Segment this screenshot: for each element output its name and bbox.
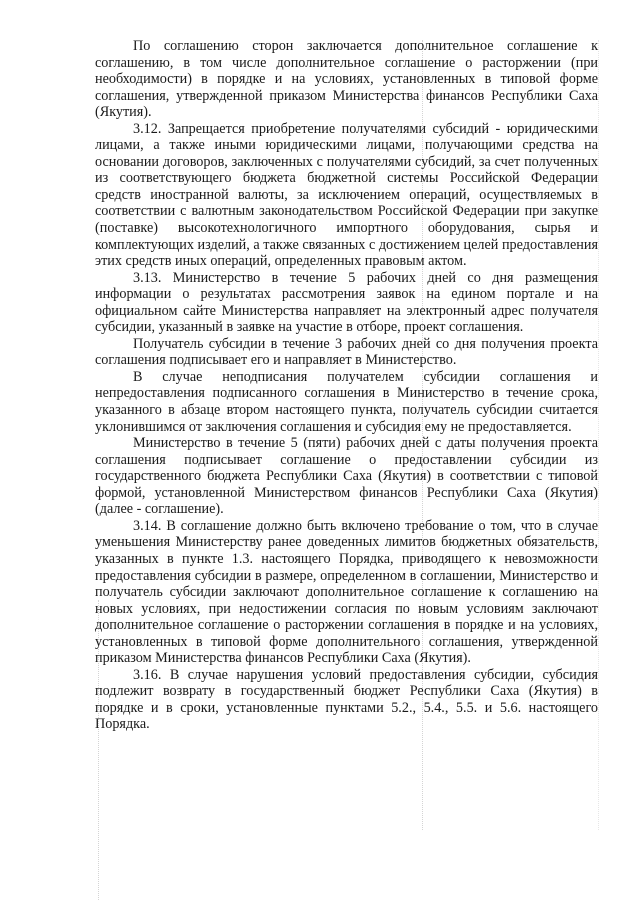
- document-body: [95, 38, 598, 733]
- scan-artifact-line: [598, 40, 599, 830]
- paragraph-3-14: 3.14. В соглашение должно быть включено требование о том, что в случае уменьшения Министерству ранее доведенных лимитов бюджетных обязательств, указанных в пункте 1.3. настоящего Порядка, приводящего к невозможности предоставления субсидии в размере, определенном в соглашении, Министерство и получатель субсидии заключают дополнительное соглашение к соглашению на новых условиях, при недостижении согласия по новым условиям заключают дополнительное соглашение о расторжении соглашения в порядке и на условиях, установленных в типовой форме дополнительного соглашения, утвержденной приказом Министерства финансов Республики Саха (Якутия).: [95, 517, 598, 667]
- paragraph-3-12: 3.12. Запрещается приобретение получателями субсидий - юридическими лицами, а также иными юридическими лицами, получающими средства на основании договоров, заключенных с получателями субсидий, за счет полученных из соответствующего бюджета бюджетной системы Российской Федерации средств иностранной валюты, за исключением операций, осуществляемых в соответствии с валютным законодательством Российской Федерации при закупке (поставке) высокотехнологичного импортного оборудования, сырья и комплектующих изделий, а также связанных с достижением целей предоставления этих средств иных операций, определенных правовым актом.: [95, 120, 598, 270]
- paragraph-3-16: 3.16. В случае нарушения условий предоставления субсидии, субсидия подлежит возврату в государственный бюджет Республики Саха (Якутия) в порядке и в сроки, установленные пунктами 5.2., 5.4., 5.5. и 5.6. настоящего Порядка.: [95, 666, 598, 733]
- paragraph-additional-agreement: По соглашению сторон заключается дополнительное соглашение к соглашению, в том числе дополнительное соглашение о расторжении (при необходимости) в порядке и на условиях, установленных в типовой форме соглашения, утвержденной приказом Министерства финансов Республики Саха (Якутия).: [95, 38, 598, 121]
- paragraph-3-13: 3.13. Министерство в течение 5 рабочих дней со дня размещения информации о результатах рассмотрения заявок на едином портале и на официальном сайте Министерства направляет на электронный адрес получателя субсидии, указанный в заявке на участие в отборе, проект соглашения.: [95, 269, 598, 336]
- paragraph-ministry-signs: Министерство в течение 5 (пяти) рабочих дней с даты получения проекта соглашения подписывает соглашение о предоставлении субсидии из государственного бюджета Республики Саха (Якутия) в соответствии с типовой формой, установленной Министерством финансов Республики Саха (Якутия) (далее - соглашение).: [95, 435, 598, 518]
- paragraph-recipient-signs: Получатель субсидии в течение 3 рабочих дней со дня получения проекта соглашения подписывает его и направляет в Министерство.: [95, 335, 598, 369]
- paragraph-non-signing: В случае неподписания получателем субсидии соглашения и непредоставления подписанного соглашения в Министерство в течение срока, указанного в абзаце втором настоящего пункта, получатель субсидии считается уклонившимся от заключения соглашения и субсидия ему не предоставляется.: [95, 368, 598, 435]
